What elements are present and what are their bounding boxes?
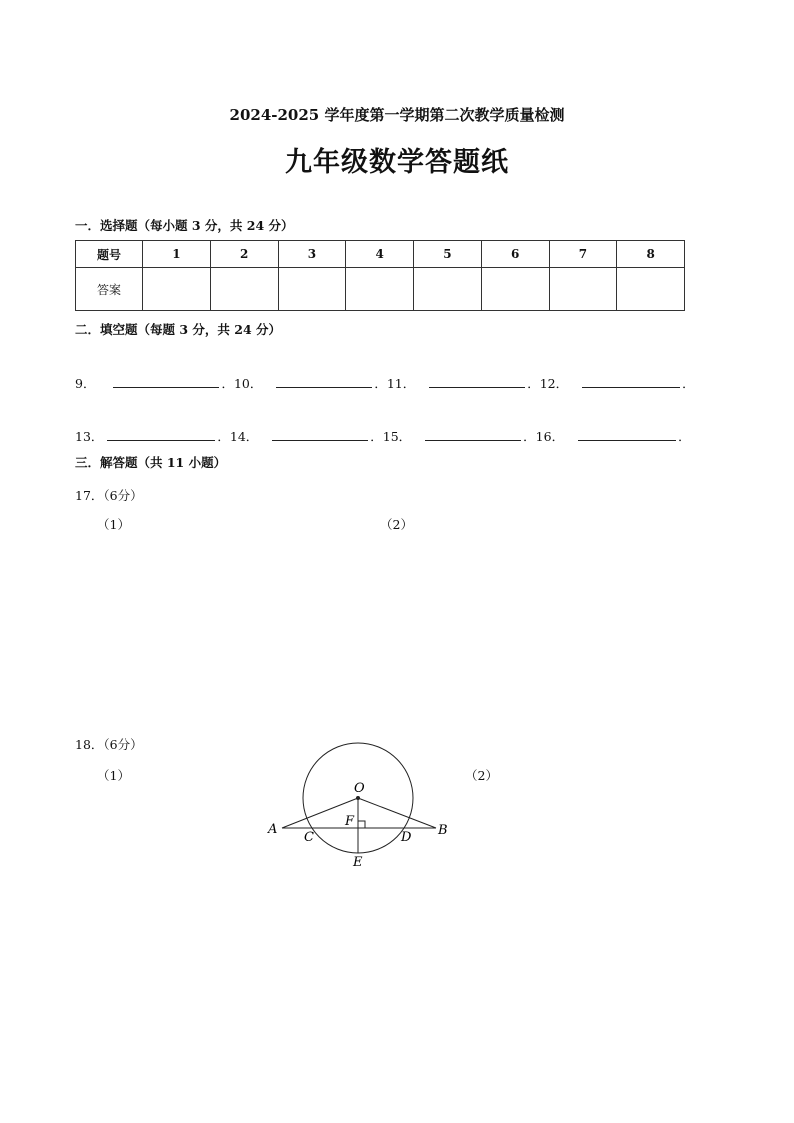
row-label-number: 题号 xyxy=(76,241,143,268)
answer-cell[interactable] xyxy=(346,268,414,311)
table-row-answers xyxy=(76,268,685,311)
label-b: B xyxy=(438,823,448,838)
question-label: ．15． xyxy=(370,429,412,444)
choice-answer-table xyxy=(75,240,685,311)
fill-row-1 xyxy=(75,374,695,392)
question-label: ．11． xyxy=(374,376,416,391)
answer-blank-9[interactable] xyxy=(113,375,219,388)
circle-geometry-figure xyxy=(260,740,460,880)
answer-blank-16[interactable] xyxy=(578,428,676,441)
answer-cell[interactable] xyxy=(143,268,211,311)
segment-ob xyxy=(358,798,436,828)
question-17-label: 17．（6分） xyxy=(75,488,143,503)
answer-cell[interactable] xyxy=(617,268,685,311)
question-number-cell: 7 xyxy=(549,241,617,268)
page-title: 九年级数学答题纸 xyxy=(285,147,509,178)
question-label: ．12． xyxy=(527,376,569,391)
section-solve-title: 三．解答题（共 11 小题） xyxy=(75,455,227,470)
question-number-cell: 4 xyxy=(346,241,414,268)
answer-cell[interactable] xyxy=(549,268,617,311)
question-label: ． xyxy=(682,376,695,391)
section-fill-title: 二．填空题（每题 3 分，共 24 分） xyxy=(75,322,282,337)
question-label: ．10． xyxy=(221,376,263,391)
fill-row-2 xyxy=(75,427,691,445)
q17-part2-label: （2） xyxy=(380,517,413,532)
answer-blank-12[interactable] xyxy=(582,375,680,388)
right-angle-mark xyxy=(358,821,365,828)
question-number-cell: 5 xyxy=(414,241,482,268)
row-label-answer: 答案 xyxy=(76,268,143,311)
answer-blank-11[interactable] xyxy=(429,375,525,388)
question-number-cell: 1 xyxy=(143,241,211,268)
answer-blank-13[interactable] xyxy=(107,428,215,441)
answer-cell[interactable] xyxy=(210,268,278,311)
question-number-cell: 6 xyxy=(481,241,549,268)
question-number-cell: 2 xyxy=(210,241,278,268)
question-label: ． xyxy=(678,429,691,444)
question-label: 9． xyxy=(75,376,96,391)
answer-cell[interactable] xyxy=(414,268,482,311)
exam-subtitle: 2024-2025 学年度第一学期第二次教学质量检测 xyxy=(229,106,565,124)
question-18-label: 18．（6分） xyxy=(75,737,143,752)
answer-blank-15[interactable] xyxy=(425,428,521,441)
label-o: O xyxy=(354,781,365,796)
question-label: ．16． xyxy=(523,429,565,444)
answer-cell[interactable] xyxy=(278,268,346,311)
answer-cell[interactable] xyxy=(481,268,549,311)
label-c: C xyxy=(304,830,314,845)
label-a: A xyxy=(268,822,278,837)
label-d: D xyxy=(401,830,412,845)
center-point xyxy=(356,796,360,800)
q18-part2-label: （2） xyxy=(465,768,498,783)
question-number-cell: 8 xyxy=(617,241,685,268)
section-choice-title: 一．选择题（每小题 3 分，共 24 分） xyxy=(75,218,294,233)
answer-blank-14[interactable] xyxy=(272,428,368,441)
answer-blank-10[interactable] xyxy=(276,375,372,388)
question-label: 13． xyxy=(75,429,104,444)
q18-part1-label: （1） xyxy=(97,768,130,783)
table-row-numbers xyxy=(76,241,685,268)
label-f: F xyxy=(345,814,355,829)
q17-part1-label: （1） xyxy=(97,517,130,532)
label-e: E xyxy=(353,855,363,870)
question-number-cell: 3 xyxy=(278,241,346,268)
question-label: ．14． xyxy=(217,429,259,444)
